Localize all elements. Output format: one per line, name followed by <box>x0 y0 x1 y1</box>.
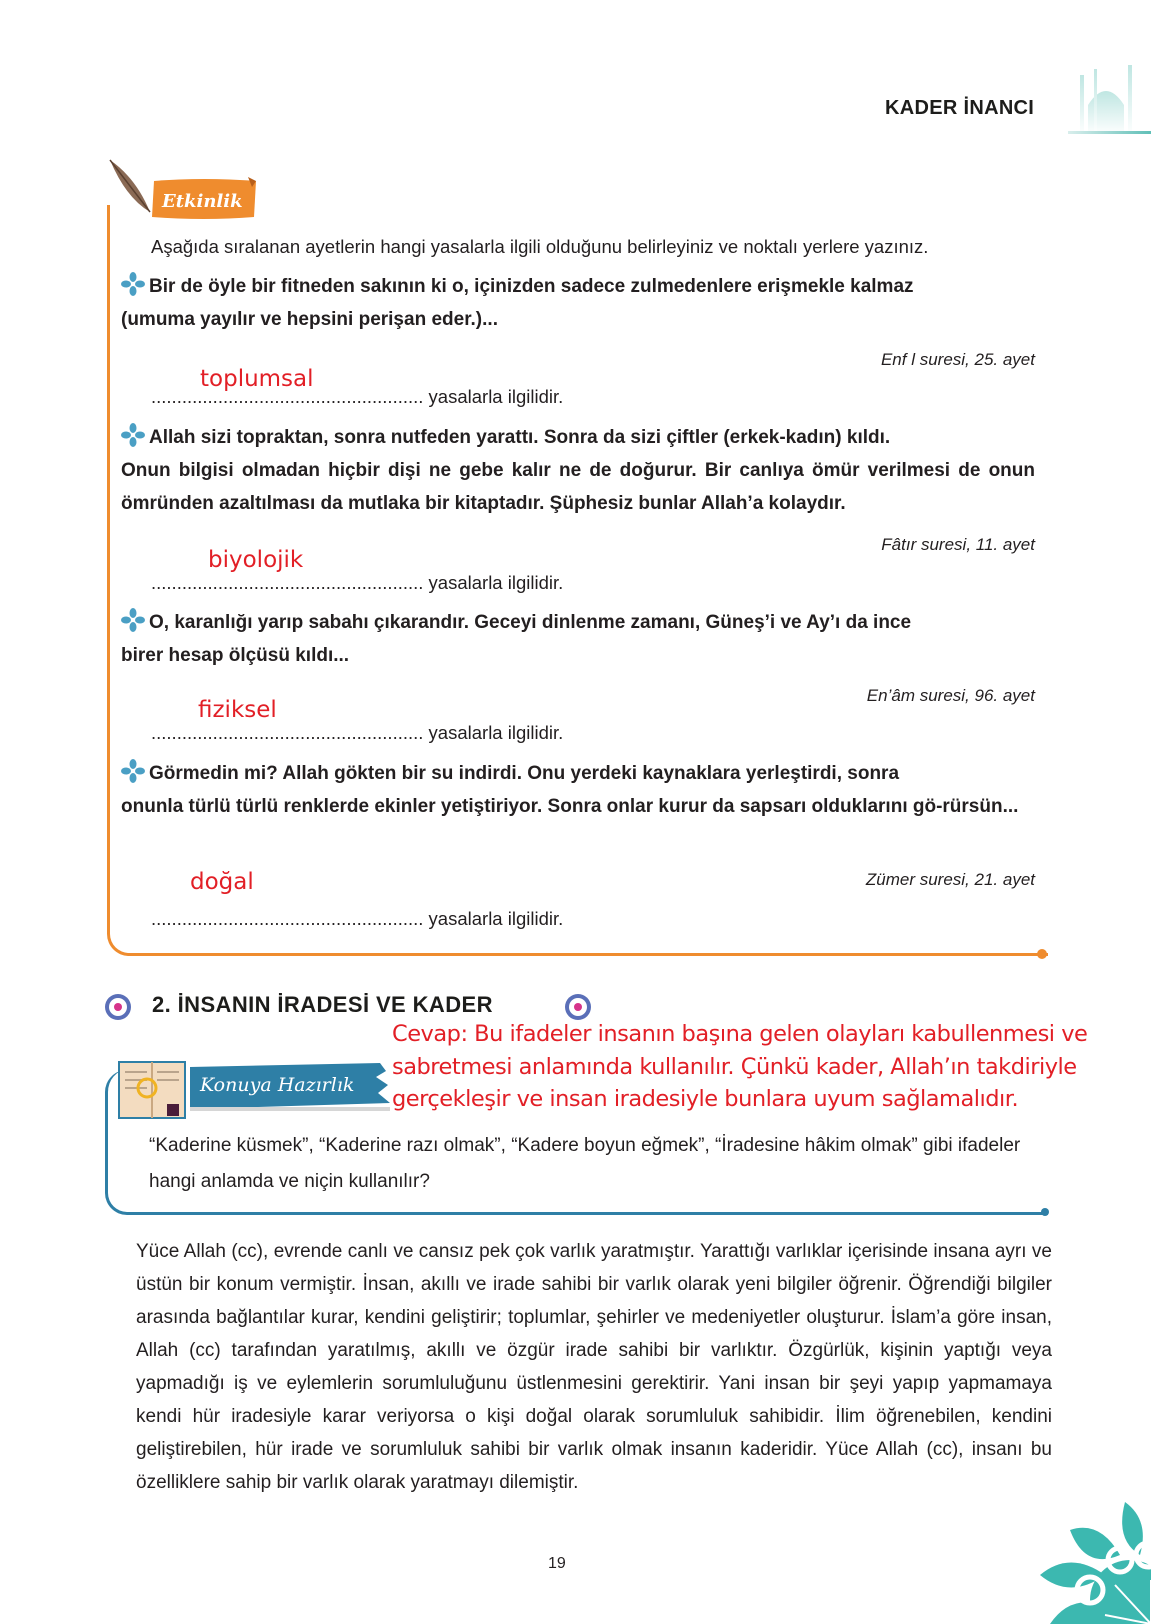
verse-1-fill-line: ..................................................... yasalarla ilgilidir. <box>151 386 564 407</box>
verse-4-rest: onunla türlü türlü renklerde ekinler yetiştiriyor. Sonra onlar kurur da sapsarı olduklarını gö-rürsün... <box>121 796 1019 817</box>
flower-bullet-icon <box>121 759 145 783</box>
mosque-silhouette-icon <box>1070 55 1151 135</box>
book-magnifier-icon <box>117 1060 187 1122</box>
verse-1-first-line: Bir de öyle bir fitneden sakının ki o, içinizden sadece zulmedenlere erişmekle kalmaz <box>149 276 914 297</box>
verse-3-reference: En’âm suresi, 96. ayet <box>866 686 1035 705</box>
flower-bullet-icon <box>121 608 145 632</box>
verse-4-first-line: Görmedin mi? Allah gökten bir su indirdi. Onu yerdeki kaynaklara yerleştirdi, sonra <box>149 763 900 784</box>
activity-instruction: Aşağıda sıralanan ayetlerin hangi yasalarla ilgili olduğunu belirleyiniz ve noktalı yerlere yazınız. <box>151 236 929 257</box>
verse-2-fill-line: ..................................................... yasalarla ilgilidir. <box>151 572 564 593</box>
etkinlik-label: Etkinlik <box>162 191 243 212</box>
verse-3-fill-line: ..................................................... yasalarla ilgilidir. <box>151 722 564 743</box>
flower-bullet-icon <box>121 272 145 296</box>
verse-2-reference: Fâtır suresi, 11. ayet <box>881 535 1035 554</box>
activity-frame-end-dot <box>1037 949 1047 959</box>
verse-2-rest: Onun bilgisi olmadan hiçbir dişi ne gebe kalır ne de doğurur. Bir canlıya ömür verilmesi de onun ömründen azaltılması da mutlaka bir kitaptadır. Şüphesiz bunlar Allah’a kolaydır. <box>121 460 1035 514</box>
flower-bullet-icon <box>121 423 145 447</box>
body-paragraph: Yüce Allah (cc), evrende canlı ve cansız pek çok varlık yaratmıştır. Yarattığı varlıklar içerisinde insana ayrı ve üstün bir konum vermiştir. İnsan, akıllı ve irade sahibi bir varlık olarak yeni bilgiler öğrenir. Öğrendiği bilgiler arasında bağlantılar kurar, kendini geliştirir; toplumlar, şehirler ve medeniyetler oluşturur. İslam’a göre insan, Allah (cc) tarafından yaratılmış, akıllı ve özgür irade sahibi bir varlıktır. Özgürlük, kişinin yaptığı veya yapmadığı iş ve eylemlerin sorumluluğunu üstlenmesini gerektirir. Yani insan bir şeyi yapıp yapmamaya kendi hür iradesiyle karar veriyorsa o kişi doğal olarak sorumluluk sahibidir. İlim öğrenebilen, kendini geliştirebilen, hür irade ve sorumluluk sahibi bir varlık olmak insanın kaderidir. Yüce Allah (cc), insanı bu özelliklere sahip bir varlık olarak yaratmayı dilemiştir. <box>136 1241 1052 1493</box>
verse-1-answer: toplumsal <box>200 366 314 392</box>
preparation-frame-end-dot <box>1041 1208 1049 1216</box>
corner-flower-ornament-icon <box>1030 1500 1151 1624</box>
section-flower-icon-right <box>564 993 592 1021</box>
verse-2-first-line: Allah sizi topraktan, sonra nutfeden yarattı. Sonra da sizi çiftler (erkek-kadın) kıldı. <box>149 427 891 448</box>
running-title: KADER İNANCI <box>885 97 1035 119</box>
verse-1-reference: Enf l suresi, 25. ayet <box>880 350 1035 369</box>
konuya-hazirlik-label: Konuya Hazırlık <box>200 1074 355 1096</box>
verse-4-fill-line: ..................................................... yasalarla ilgilidir. <box>151 908 564 929</box>
section-flower-icon-left <box>104 993 132 1021</box>
verse-4 <box>121 757 1035 823</box>
verse-1 <box>121 270 1035 336</box>
verse-3 <box>121 606 1035 672</box>
verse-3-first-line: O, karanlığı yarıp sabahı çıkarandır. Geceyi dinlenme zamanı, Güneş’i ve Ay’ı da ince <box>149 612 912 633</box>
preparation-question: “Kaderine küsmek”, “Kaderine razı olmak”, “Kadere boyun eğmek”, “İradesine hâkim olmak” gibi ifadeler hangi anlamda ve niçin kullanılır? <box>149 1135 1021 1192</box>
verse-4-answer: doğal <box>190 869 254 895</box>
page-number: 19 <box>548 1555 566 1572</box>
verse-2-answer: biyolojik <box>208 547 304 573</box>
verse-3-answer: fiziksel <box>198 697 277 723</box>
verse-3-rest: birer hesap ölçüsü kıldı... <box>121 645 350 666</box>
section-title: 2. İNSANIN İRADESİ VE KADER <box>152 992 493 1017</box>
verse-1-rest: (umuma yayılır ve hepsini perişan eder.)... <box>121 309 498 330</box>
handwritten-answer-note: Cevap: Bu ifadeler insanın başına gelen olayları kabullenmesi ve sabretmesi anlamında kullanılır. Çünkü kader, Allah’ın takdiriyle gerçekleşir ve insan iradesiyle bunlara uyum sağlamalıdır. <box>392 1021 1088 1112</box>
verse-4-reference: Zümer suresi, 21. ayet <box>865 870 1035 889</box>
header-rule <box>1068 131 1151 134</box>
verse-2 <box>121 421 1035 520</box>
